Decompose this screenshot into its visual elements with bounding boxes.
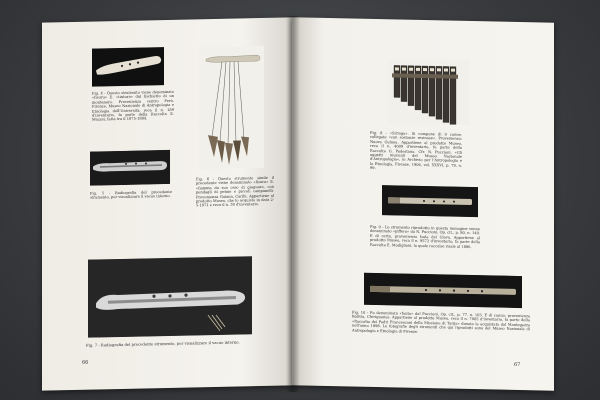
fig8-photo <box>388 59 470 125</box>
fig10-photo <box>364 273 522 308</box>
page-number-left: 66 <box>82 359 89 366</box>
fig6-caption: Fig. 6 - Questo strumento simile il precedente viene denominato «fisuru» E. «fiamma da suo osso di giaguaro, con pendagli di penne e piccoli campanelli. Provenienza Guiana, Caribi. Appartiene al prodotto Museo, che lo acquistò in data 2-5-1871 e reca il n. 38 d'inventario. <box>196 175 274 208</box>
page-number-right: 67 <box>514 361 521 369</box>
open-book <box>42 20 554 392</box>
fig7-xray <box>88 256 252 337</box>
fig9-photo <box>382 185 478 217</box>
book-gutter <box>286 16 300 392</box>
fig6-photo <box>198 46 264 169</box>
fig7-caption: Fig. 7 - Radiografia del precedente strumento, per visualizzare il vacuo interno. <box>86 339 240 348</box>
fig10-caption: Fig. 10 - Fu denominato «fauto» dal Puccioni, Op. cit., p. 77, n. 103. E di canna; provenienza Bolivia, Chiriguanos. Appartiene al prodotto Museo, reca il n. 7005 d'inventario, fa parte della «Raccolta dei Padri Francescani della Missione di Tarija» donata la acquistata dal Mantegazza nell'anno 1898. Le fotografie degli strumenti che qui riprodotti sono del Museo Nazionale di Antropologia e Etnologia di Firenze. <box>352 310 530 334</box>
fig9-caption: Fig. 9 - Lo strumento riprodotto in questa immagine venne denominato «piffero» da N. Puccioni, Op. cit., p. 80, n. 140. E di certo, provenienza Isola del Giava. Appartiene al prodotto Museo, reca il n. 9572 d'inventario, fa parte della Raccolta E. Modigliani, la quale raccolse risale al 1886. <box>370 224 480 249</box>
fig5-xray <box>90 150 170 186</box>
fig5-caption: Fig. 5 - Radiografia del precedente strumento, per visualizzare il vacuo interno. <box>90 189 172 201</box>
fig4-caption: Fig. 4 - Questo strumento viene denominato «fisuru» E. «tintura» dal fischietto di un montanaro. Provenienza centro Perù. Firenze, Museo Nazionale di Antropologia e Etnologia dell'Università, reca il n. 189 d'inventario, fa parte della Raccolta E. Mazzei, fatta tra il 1875-1884. <box>92 89 174 123</box>
left-page <box>42 17 292 390</box>
fig8-caption: Fig. 8 - «Siringa». Si compone di 9 canne, collegate «con sostanze resinose». Provenienza: Nuova Guinea. Appartiene al prodotto Museo, reca il n. 4009 d'inventario, fa parte della Raccolta G. Podestana. Cfr. N. Puccioni, «Gli oggetti musicali del Museo Nazionale d'Antropologia», in Archivio per l'Antropologia e la Etnologia, Firenze, 1906, vol. XXXVI, p. 79, n. 99. <box>370 130 462 171</box>
fig4-photo <box>92 47 164 87</box>
right-page <box>292 17 554 390</box>
